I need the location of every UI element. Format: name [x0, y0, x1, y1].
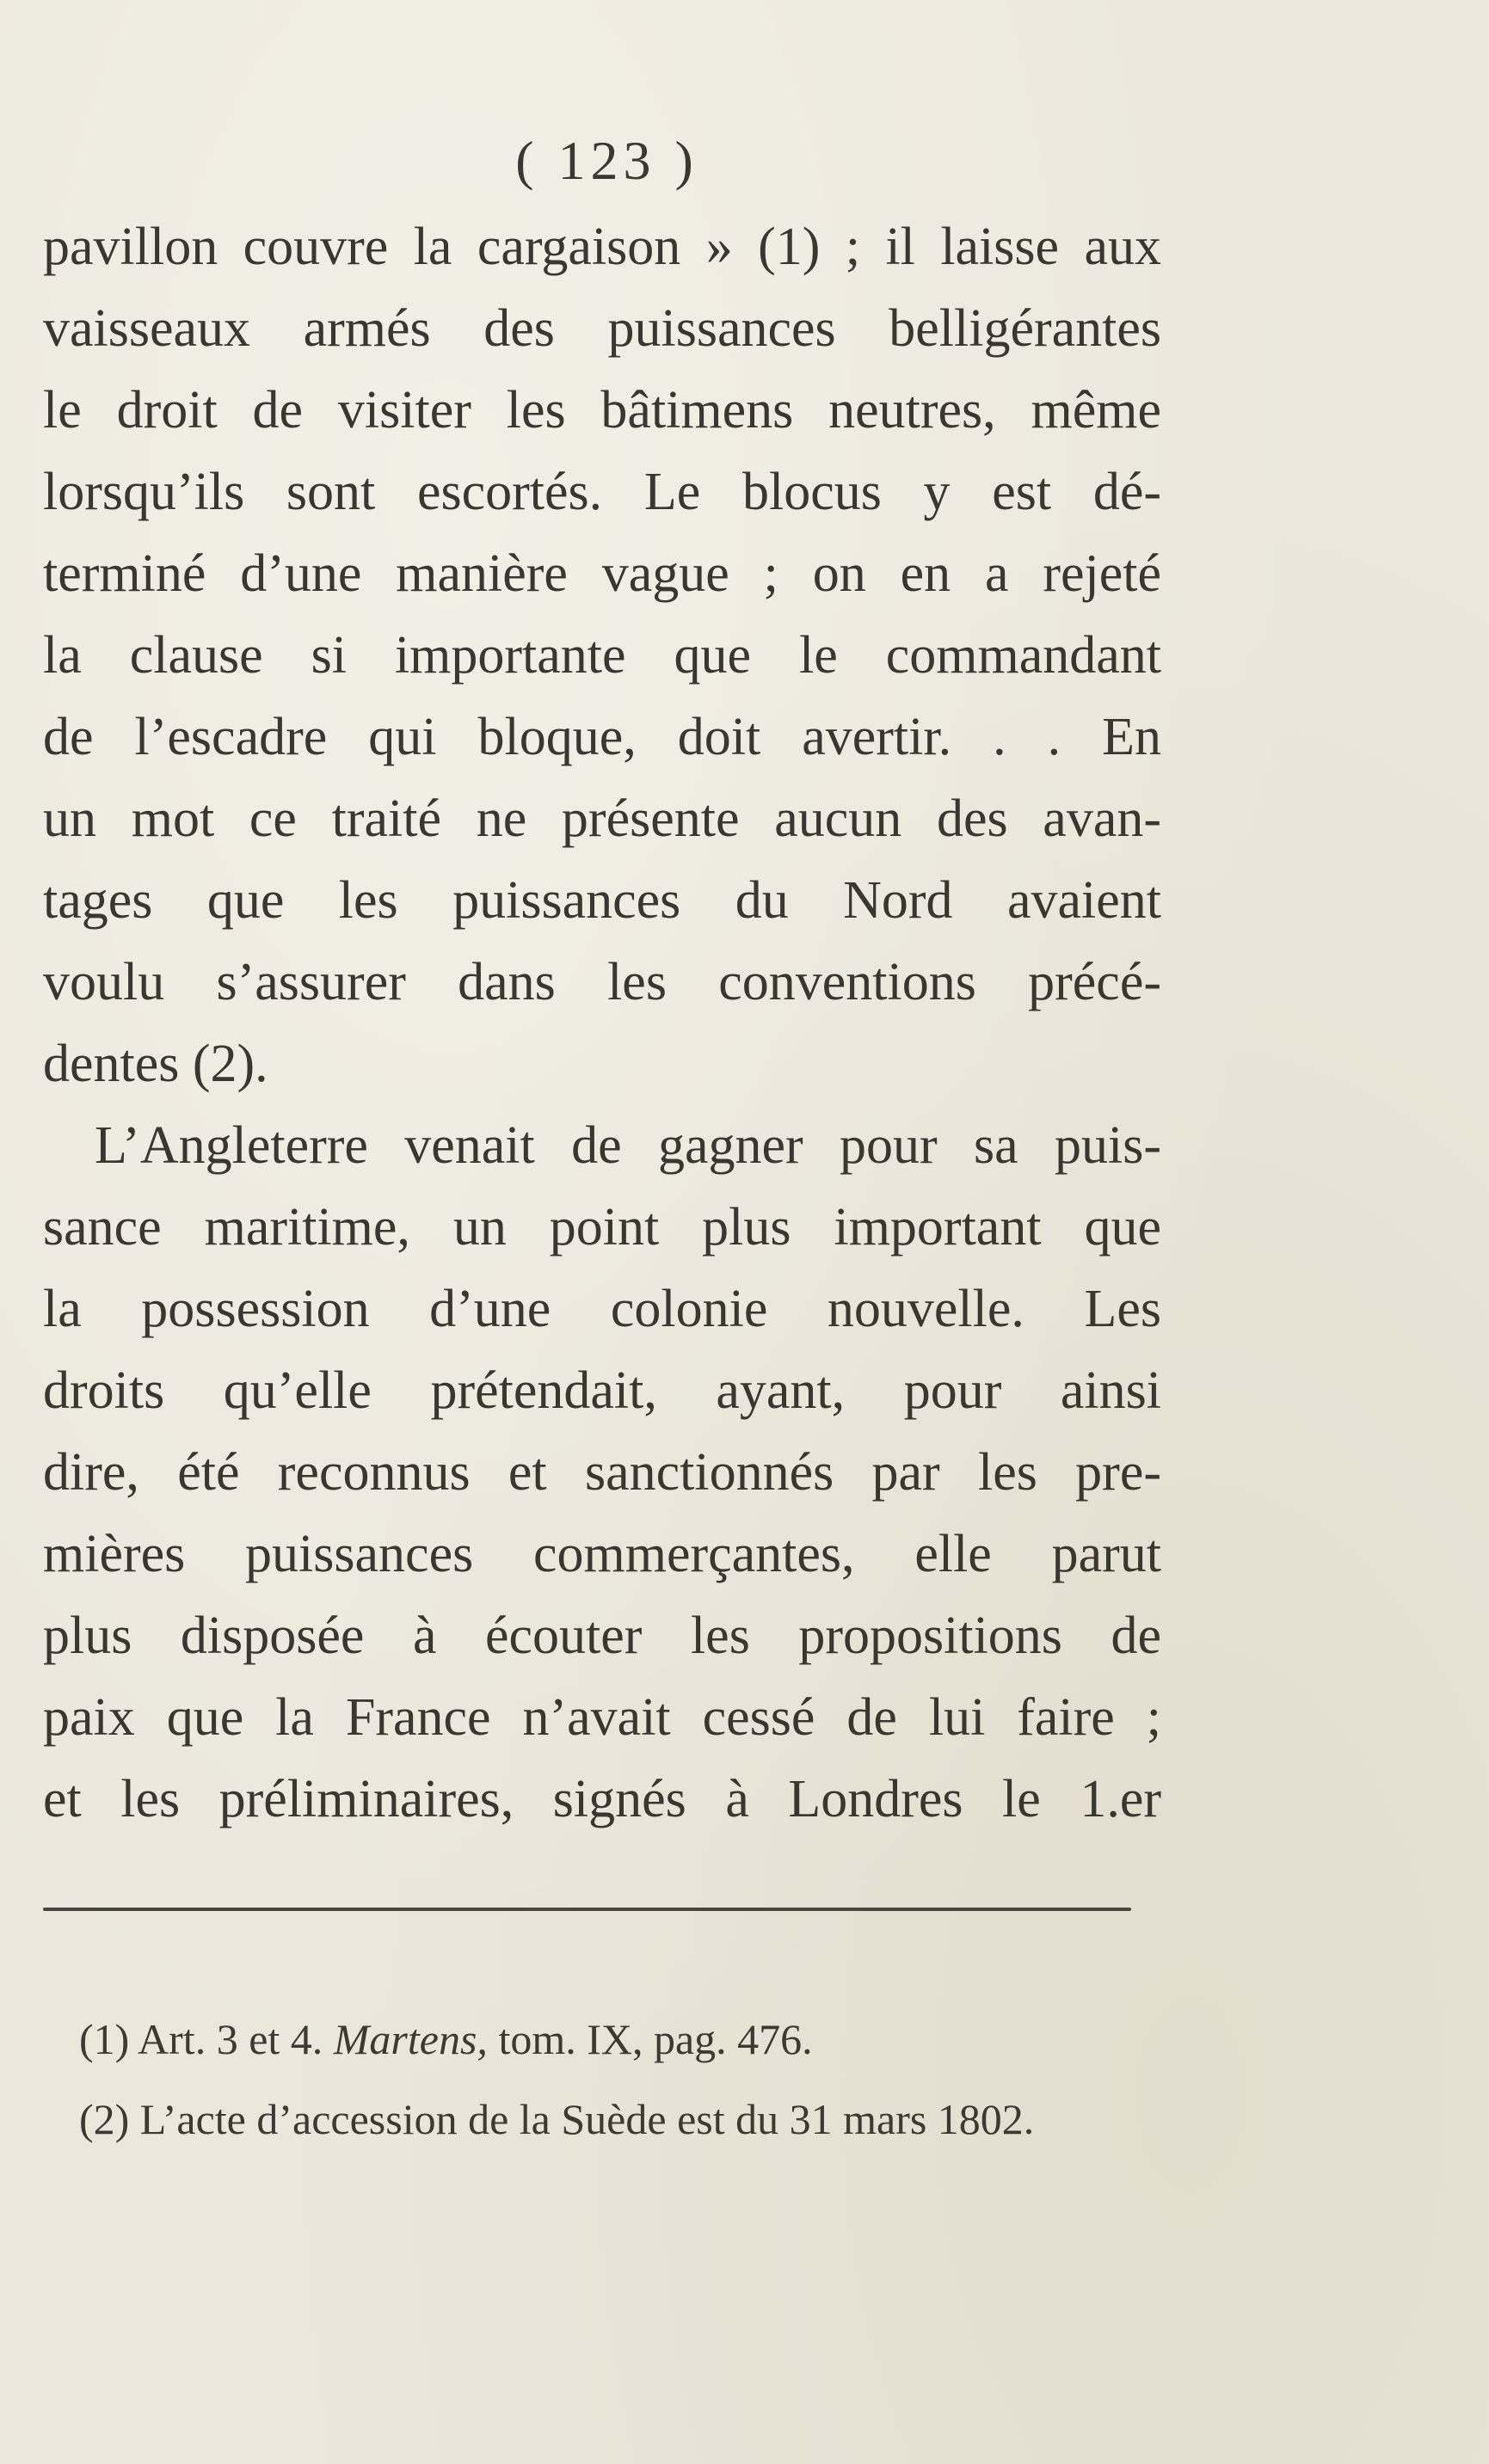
footnote-1-ref: (1) Art. 3 et 4.: [79, 2015, 334, 2063]
footnote-1: [79, 2000, 1163, 2080]
text-line: de l’escadre qui bloque, doit avertir. . . En: [43, 708, 1161, 766]
text-line: la clause si importante que le commandant: [43, 626, 1161, 685]
footnote-2: (2) L’acte d’accession de la Suède est du 31 mars 1802.: [79, 2095, 1035, 2143]
text-line: droits qu’elle prétendait, ayant, pour ainsi: [43, 1361, 1161, 1420]
text-line: paix que la France n’avait cessé de lui faire ;: [43, 1688, 1161, 1747]
text-line: terminé d’une manière vague ; on en a rejeté: [43, 544, 1161, 603]
text-line: lorsqu’ils sont escortés. Le blocus y est dé-: [43, 463, 1161, 521]
footnote-1-citation: tom. IX, pag. 476.: [487, 2015, 813, 2063]
main-text-block: [43, 206, 1161, 1840]
text-line-paragraph-end: dentes (2).: [43, 1035, 268, 1093]
footnotes-block: [79, 2000, 1163, 2160]
text-line: le droit de visiter les bâtimens neutres, même: [43, 381, 1161, 439]
text-line: tages que les puissances du Nord avaient: [43, 871, 1161, 930]
text-line: plus disposée à écouter les propositions de: [43, 1607, 1161, 1665]
text-line-paragraph-start: L’Angleterre venait de gagner pour sa puis-: [95, 1116, 1161, 1175]
footnote-1-author: Martens,: [333, 2015, 488, 2063]
page-number: ( 123 ): [515, 130, 698, 191]
text-line: vaisseaux armés des puissances belligérantes: [43, 299, 1161, 358]
text-line: voulu s’assurer dans les conventions précé-: [43, 953, 1161, 1011]
text-line: sance maritime, un point plus important que: [43, 1198, 1161, 1257]
text-line: un mot ce traité ne présente aucun des avan-: [43, 790, 1161, 848]
footnote-divider: [43, 1908, 1131, 1911]
text-line: mières puissances commerçantes, elle parut: [43, 1525, 1161, 1583]
text-line: la possession d’une colonie nouvelle. Les: [43, 1280, 1161, 1338]
text-line: dire, été reconnus et sanctionnés par les pre-: [43, 1443, 1161, 1502]
text-line: et les préliminaires, signés à Londres le 1.er: [43, 1770, 1161, 1828]
text-line: pavillon couvre la cargaison » (1) ; il laisse aux: [43, 218, 1161, 276]
